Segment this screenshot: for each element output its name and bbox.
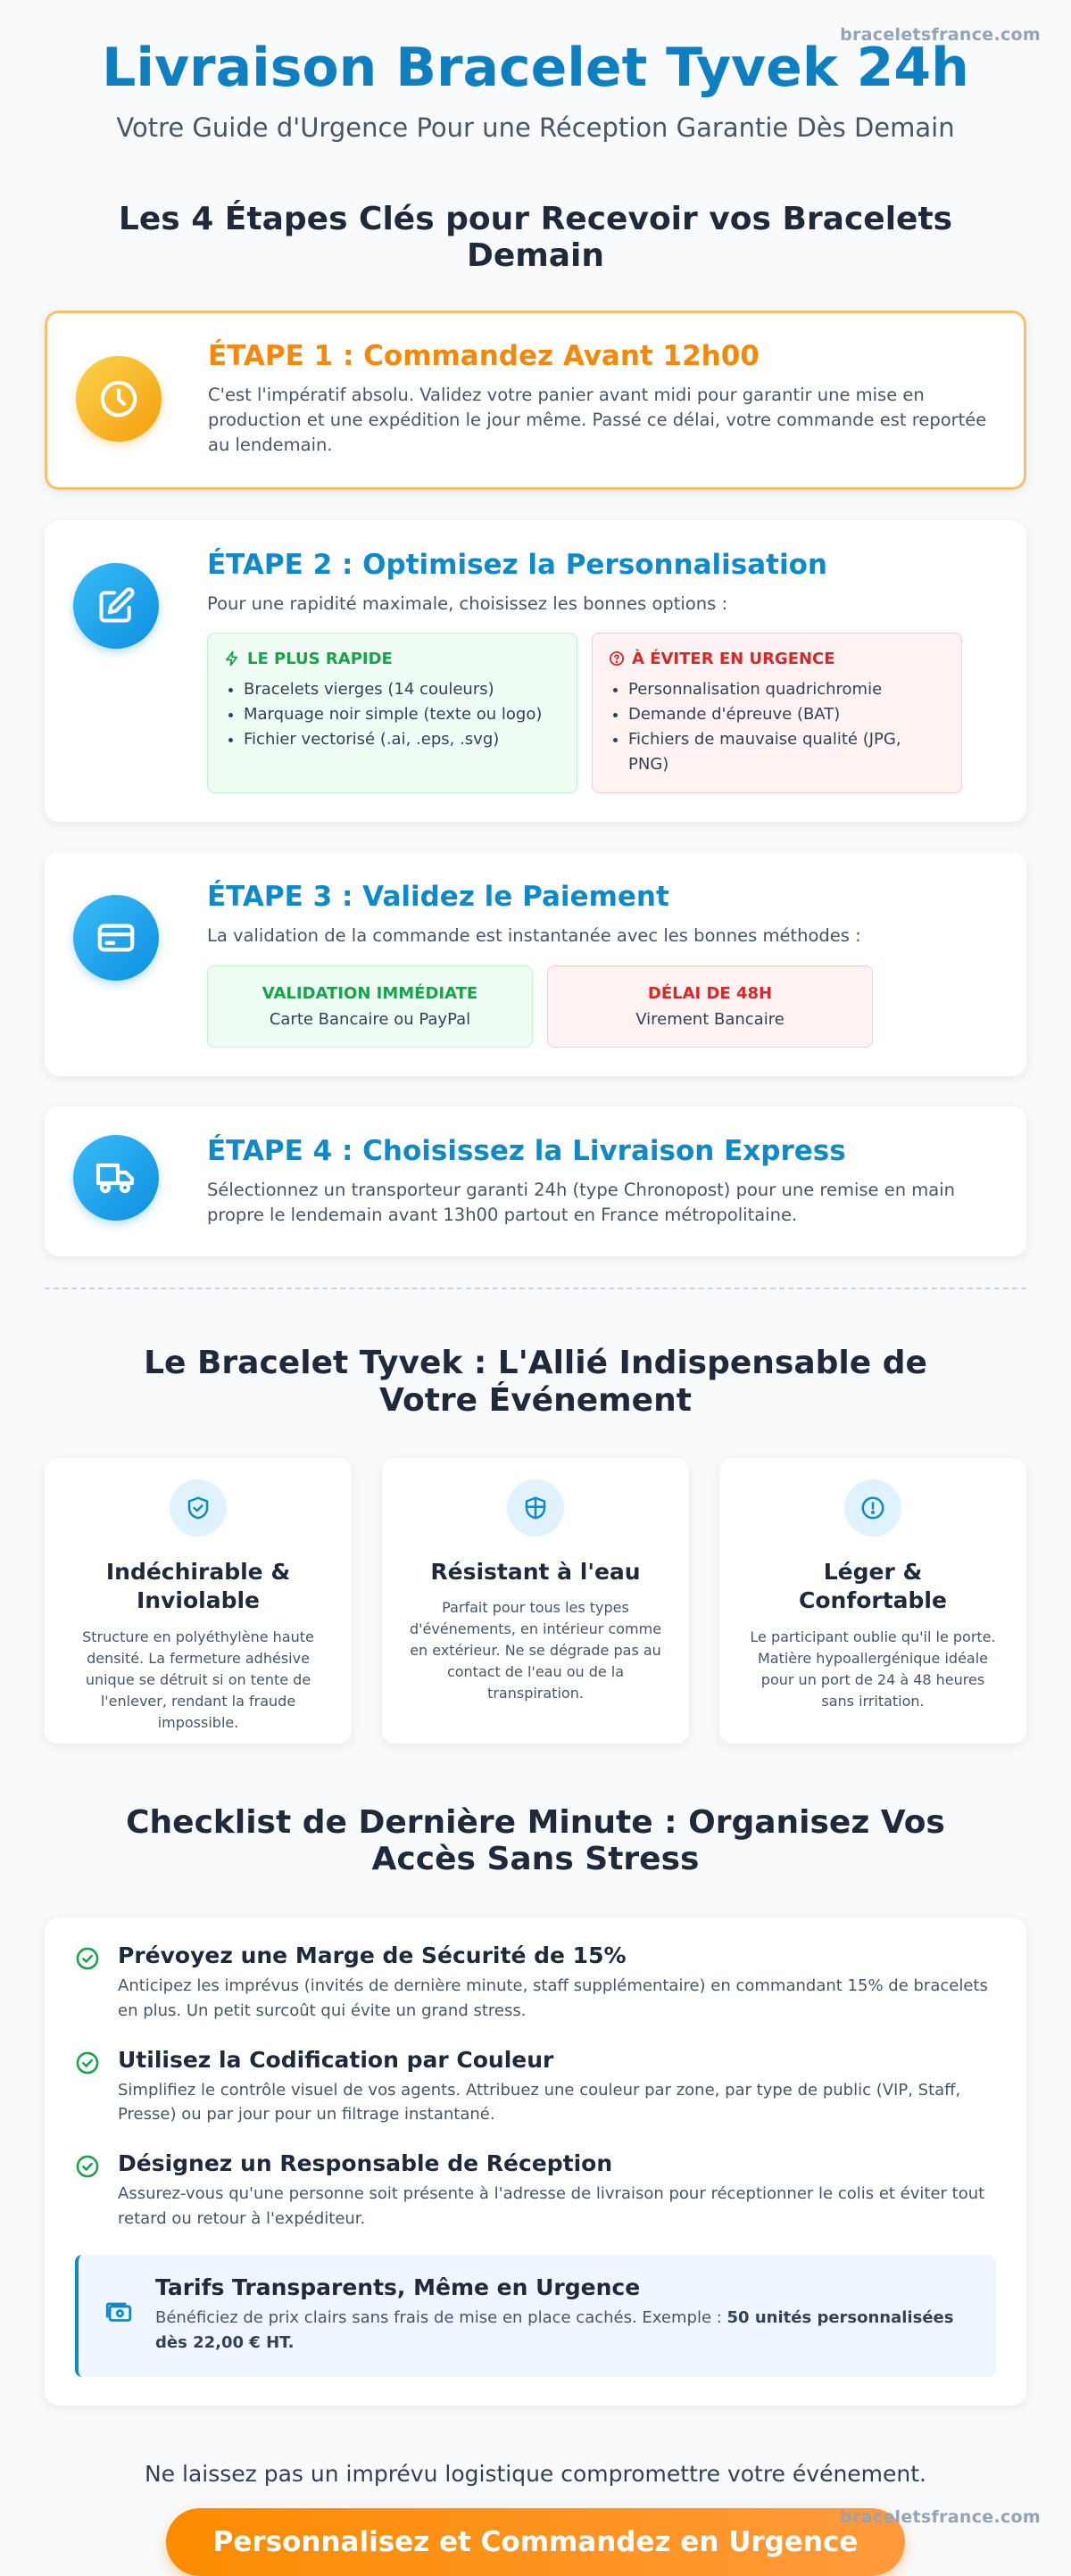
page-header <box>0 0 1071 143</box>
instant-payment-value: Carte Bancaire ou PayPal <box>269 1009 471 1029</box>
feature-desc: Le participant oublie qu'il le porte. Matière hypoallergénique idéale pour un port de 24 à 48 heures sans irritation. <box>750 1628 996 1710</box>
step-2-card <box>45 520 1026 823</box>
question-circle-icon <box>609 650 625 667</box>
feature-title: Léger & Confortable <box>799 1558 947 1614</box>
shield-check-icon <box>170 1479 227 1536</box>
credit-card-icon <box>73 895 159 981</box>
fastest-list <box>224 677 560 752</box>
page-title: Livraison Bracelet Tyvek 24h <box>102 37 969 99</box>
pricing-desc: Bénéficiez de prix clairs sans frais de mise en place cachés. Exemple : 50 unités personnalisées dès 22,00 € HT. <box>155 2308 954 2352</box>
checklist-item-desc: Assurez-vous qu'une personne soit présente à l'adresse de livraison pour réceptionner le colis et éviter tout retard ou retour à l'expéditeur. <box>118 2184 985 2229</box>
step-1-desc: C'est l'impératif absolu. Validez votre panier avant midi pour garantir une mise en production et une expédition le jour même. Passé ce délai, votre commande est reportée au lendemain. <box>208 384 987 456</box>
section-divider <box>45 1288 1026 1289</box>
feature-title: Résistant à l'eau <box>430 1558 641 1585</box>
delayed-payment-label: DÉLAI DE 48H <box>647 983 773 1003</box>
checklist-card <box>45 1918 1026 2406</box>
feature-desc: Parfait pour tous les types d'événements, en intérieur comme en extérieur. Ne se dégrade pas au contact de l'eau ou de la transpiration. <box>409 1599 662 1702</box>
checklist-item-title: Désignez un Responsable de Réception <box>118 2150 613 2177</box>
step-3-card <box>45 852 1026 1075</box>
list-item: • Marquage noir simple (texte ou logo) <box>244 702 560 727</box>
cta-text: Ne laissez pas un imprévu logistique compromettre votre événement. <box>144 2460 926 2487</box>
checklist-item-title: Prévoyez une Marge de Sécurité de 15% <box>118 1942 627 1968</box>
step-1-title: ÉTAPE 1 : Commandez Avant 12h00 <box>208 339 760 372</box>
step-2-title: ÉTAPE 2 : Optimisez la Personnalisation <box>207 548 827 581</box>
clock-icon <box>76 356 162 442</box>
check-circle-icon <box>75 1946 100 1971</box>
step-4-desc: Sélectionnez un transporteur garanti 24h (type Chronopost) pour une remise en main propre le lendemain avant 13h00 partout en France métropolitaine. <box>207 1179 956 1225</box>
avoid-list <box>609 677 945 777</box>
pricing-example: 50 unités personnalisées dès 22,00 € HT. <box>155 2308 954 2352</box>
instant-payment-box <box>207 965 533 1048</box>
step-3-desc: La validation de la commande est instantanée avec les bonnes méthodes : <box>207 925 861 947</box>
fastest-label: LE PLUS RAPIDE <box>247 649 393 668</box>
site-watermark-bottom: braceletsfrance.com <box>840 2507 1041 2527</box>
edit-icon <box>73 563 159 649</box>
feature-desc: Structure en polyéthylène haute densité. La fermeture adhésive unique se détruit si on tente de l'enlever, rendant la fraude impossible. <box>82 1628 314 1731</box>
feature-card-tear-proof <box>45 1458 352 1744</box>
checklist-section-title: Checklist de Dernière Minute : Organisez Vos Accès Sans Stress <box>126 1803 945 1878</box>
check-circle-icon <box>75 2050 100 2075</box>
personalization-options <box>207 633 996 794</box>
steps-section-title: Les 4 Étapes Clés pour Recevoir vos Bracelets Demain <box>118 201 953 275</box>
step-4-card <box>45 1106 1026 1257</box>
checklist-item-title: Utilisez la Codification par Couleur <box>118 2046 554 2073</box>
step-3-title: ÉTAPE 3 : Validez le Paiement <box>207 881 669 914</box>
avoid-options-box <box>592 633 962 794</box>
feature-title: Indéchirable & Inviolable <box>105 1558 291 1614</box>
features-row <box>0 1458 1071 1744</box>
feature-card-lightweight <box>719 1458 1026 1744</box>
tyvek-section-title: Le Bracelet Tyvek : L'Allié Indispensable de Votre Événement <box>144 1345 927 1419</box>
delayed-payment-box <box>547 965 873 1048</box>
site-watermark-top: braceletsfrance.com <box>840 25 1041 45</box>
payment-options <box>207 965 996 1048</box>
delayed-payment-value: Virement Bancaire <box>635 1009 785 1029</box>
list-item: • Bracelets vierges (14 couleurs) <box>244 677 560 702</box>
check-circle-icon <box>75 2154 100 2179</box>
step-4-title: ÉTAPE 4 : Choisissez la Livraison Express <box>207 1134 846 1167</box>
page-subtitle: Votre Guide d'Urgence Pour une Réception Garantie Dès Demain <box>116 112 955 143</box>
checklist-item-desc: Anticipez les imprévus (invités de dernière minute, staff supplémentaire) en commandant 15% de bracelets en plus. Un petit surcoût qui évite un grand stress. <box>118 1975 988 2020</box>
order-urgent-button[interactable]: Personnalisez et Commandez en Urgence <box>166 2508 905 2576</box>
avoid-label: À ÉVITER EN URGENCE <box>632 649 835 668</box>
truck-icon <box>73 1135 159 1221</box>
steps-list <box>0 311 1071 1256</box>
fastest-options-box <box>207 633 577 794</box>
step-1-card <box>45 311 1026 490</box>
feature-card-water-resistant <box>382 1458 689 1744</box>
list-item: • Fichier vectorisé (.ai, .eps, .svg) <box>244 727 560 752</box>
shield-half-icon <box>507 1479 564 1536</box>
money-icon <box>104 2298 134 2328</box>
checklist-item <box>75 2150 996 2232</box>
pricing-box <box>75 2255 996 2377</box>
lightning-icon <box>224 650 240 667</box>
checklist-item-desc: Simplifiez le contrôle visuel de vos agents. Attribuez une couleur par zone, par type de public (VIP, Staff, Presse) ou par jour pour un filtrage instantané. <box>118 2080 961 2125</box>
list-item: • Demande d'épreuve (BAT) <box>628 702 945 727</box>
alert-circle-icon <box>844 1479 901 1536</box>
step-2-desc: Pour une rapidité maximale, choisissez les bonnes options : <box>207 592 728 614</box>
list-item: • Personnalisation quadrichromie <box>628 677 945 702</box>
checklist-item <box>75 2047 996 2128</box>
instant-payment-label: VALIDATION IMMÉDIATE <box>262 983 478 1003</box>
checklist-item <box>75 1942 996 2024</box>
pricing-title: Tarifs Transparents, Même en Urgence <box>155 2274 641 2301</box>
list-item: • Fichiers de mauvaise qualité (JPG, PNG) <box>628 727 945 777</box>
